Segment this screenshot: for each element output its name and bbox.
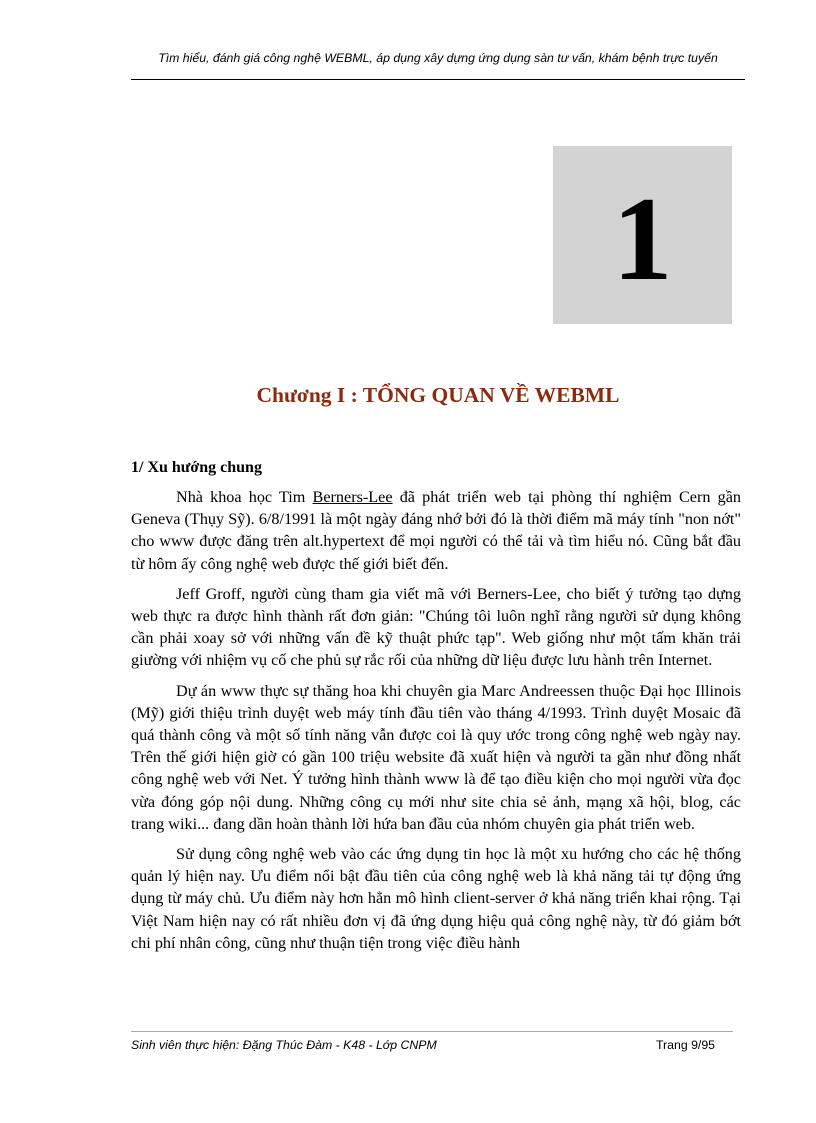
footer-divider [131,1031,733,1032]
chapter-title: Chương I : TỔNG QUAN VỀ WEBML [256,383,620,407]
page-header: Tìm hiểu, đánh giá công nghệ WEBML, áp dụng xây dựng ứng dụng sàn tư vấn, khám bệnh trực tuyến [158,51,718,65]
paragraph-1-rest: đã phát triển web tại phòng thí nghiệm Cern gần Geneva (Thụy Sỹ). 6/8/1991 là một ngày đáng nhớ bởi đó là thời điểm mã máy tính "non nớt" cho www được đăng trên alt.hypertext để mọi người có thể tải và tìm hiểu nó. Cũng bắt đầu từ hôm ấy công nghệ web được thế giới biết đến. [131,488,741,573]
chapter-number-box [553,146,732,324]
header-divider [131,79,745,80]
paragraph-1 [131,486,741,575]
paragraph-3: Dự án www thực sự thăng hoa khi chuyên gia Marc Andreessen thuộc Đại học Illinois (Mỹ) giới thiệu trình duyệt web máy tính đầu tiên vào tháng 4/1993. Trình duyệt Mosaic đã quá thành công và một số tính năng vẫn được coi là quy ước trong công nghệ web ngày nay. Trên thế giới hiện giờ có gần 100 triệu website đã xuất hiện và người ta gần như đồng nhất công nghệ web với Net. Ý tưởng hình thành www là để tạo điều kiện cho mọi người vừa đọc vừa đóng góp nội dung. Những công cụ mới như site chia sẻ ảnh, mạng xã hội, blog, các trang wiki... đang dần hoàn thành lời hứa ban đầu của nhóm chuyên gia phát triển web. [131,681,741,833]
section-heading: 1/ Xu hướng chung [131,459,262,476]
page-number: Trang 9/95 [656,1038,716,1052]
paragraph-2: Jeff Groff, người cùng tham gia viết mã với Berners-Lee, cho biết ý tưởng tạo dựng web thực ra được hình thành rất đơn giản: "Chúng tôi luôn nghĩ rằng người sử dụng không cần phải xoay sở với những vấn đề kỹ thuật phức tạp". Web giống như một tấm khăn trải giường với nhiệm vụ cố che phủ sự rắc rối của những dữ liệu được lưu hành trên Internet. [131,584,741,670]
paragraph-1-start: Nhà khoa học Tim [176,488,313,506]
berners-lee-link[interactable]: Berners-Lee [312,488,393,506]
body-text [131,486,741,962]
paragraph-4: Sử dụng công nghệ web vào các ứng dụng tin học là một xu hướng cho các hệ thống quản lý hiện nay. Ưu điểm nổi bật đầu tiên của công nghệ web là khả năng tải tự động ứng dụng từ máy chủ. Ưu điểm này hơn hẳn mô hình client-server ở khả năng triển khai rộng. Tại Việt Nam hiện nay có rất nhiều đơn vị đã ứng dụng hiệu quả công nghệ này, từ đó giảm bớt chi phí nhân công, cũng như thuận tiện trong việc điều hành [131,845,741,952]
chapter-number: 1 [612,172,673,305]
footer-author: Sinh viên thực hiện: Đặng Thúc Đàm - K48 - Lớp CNPM [131,1038,437,1052]
